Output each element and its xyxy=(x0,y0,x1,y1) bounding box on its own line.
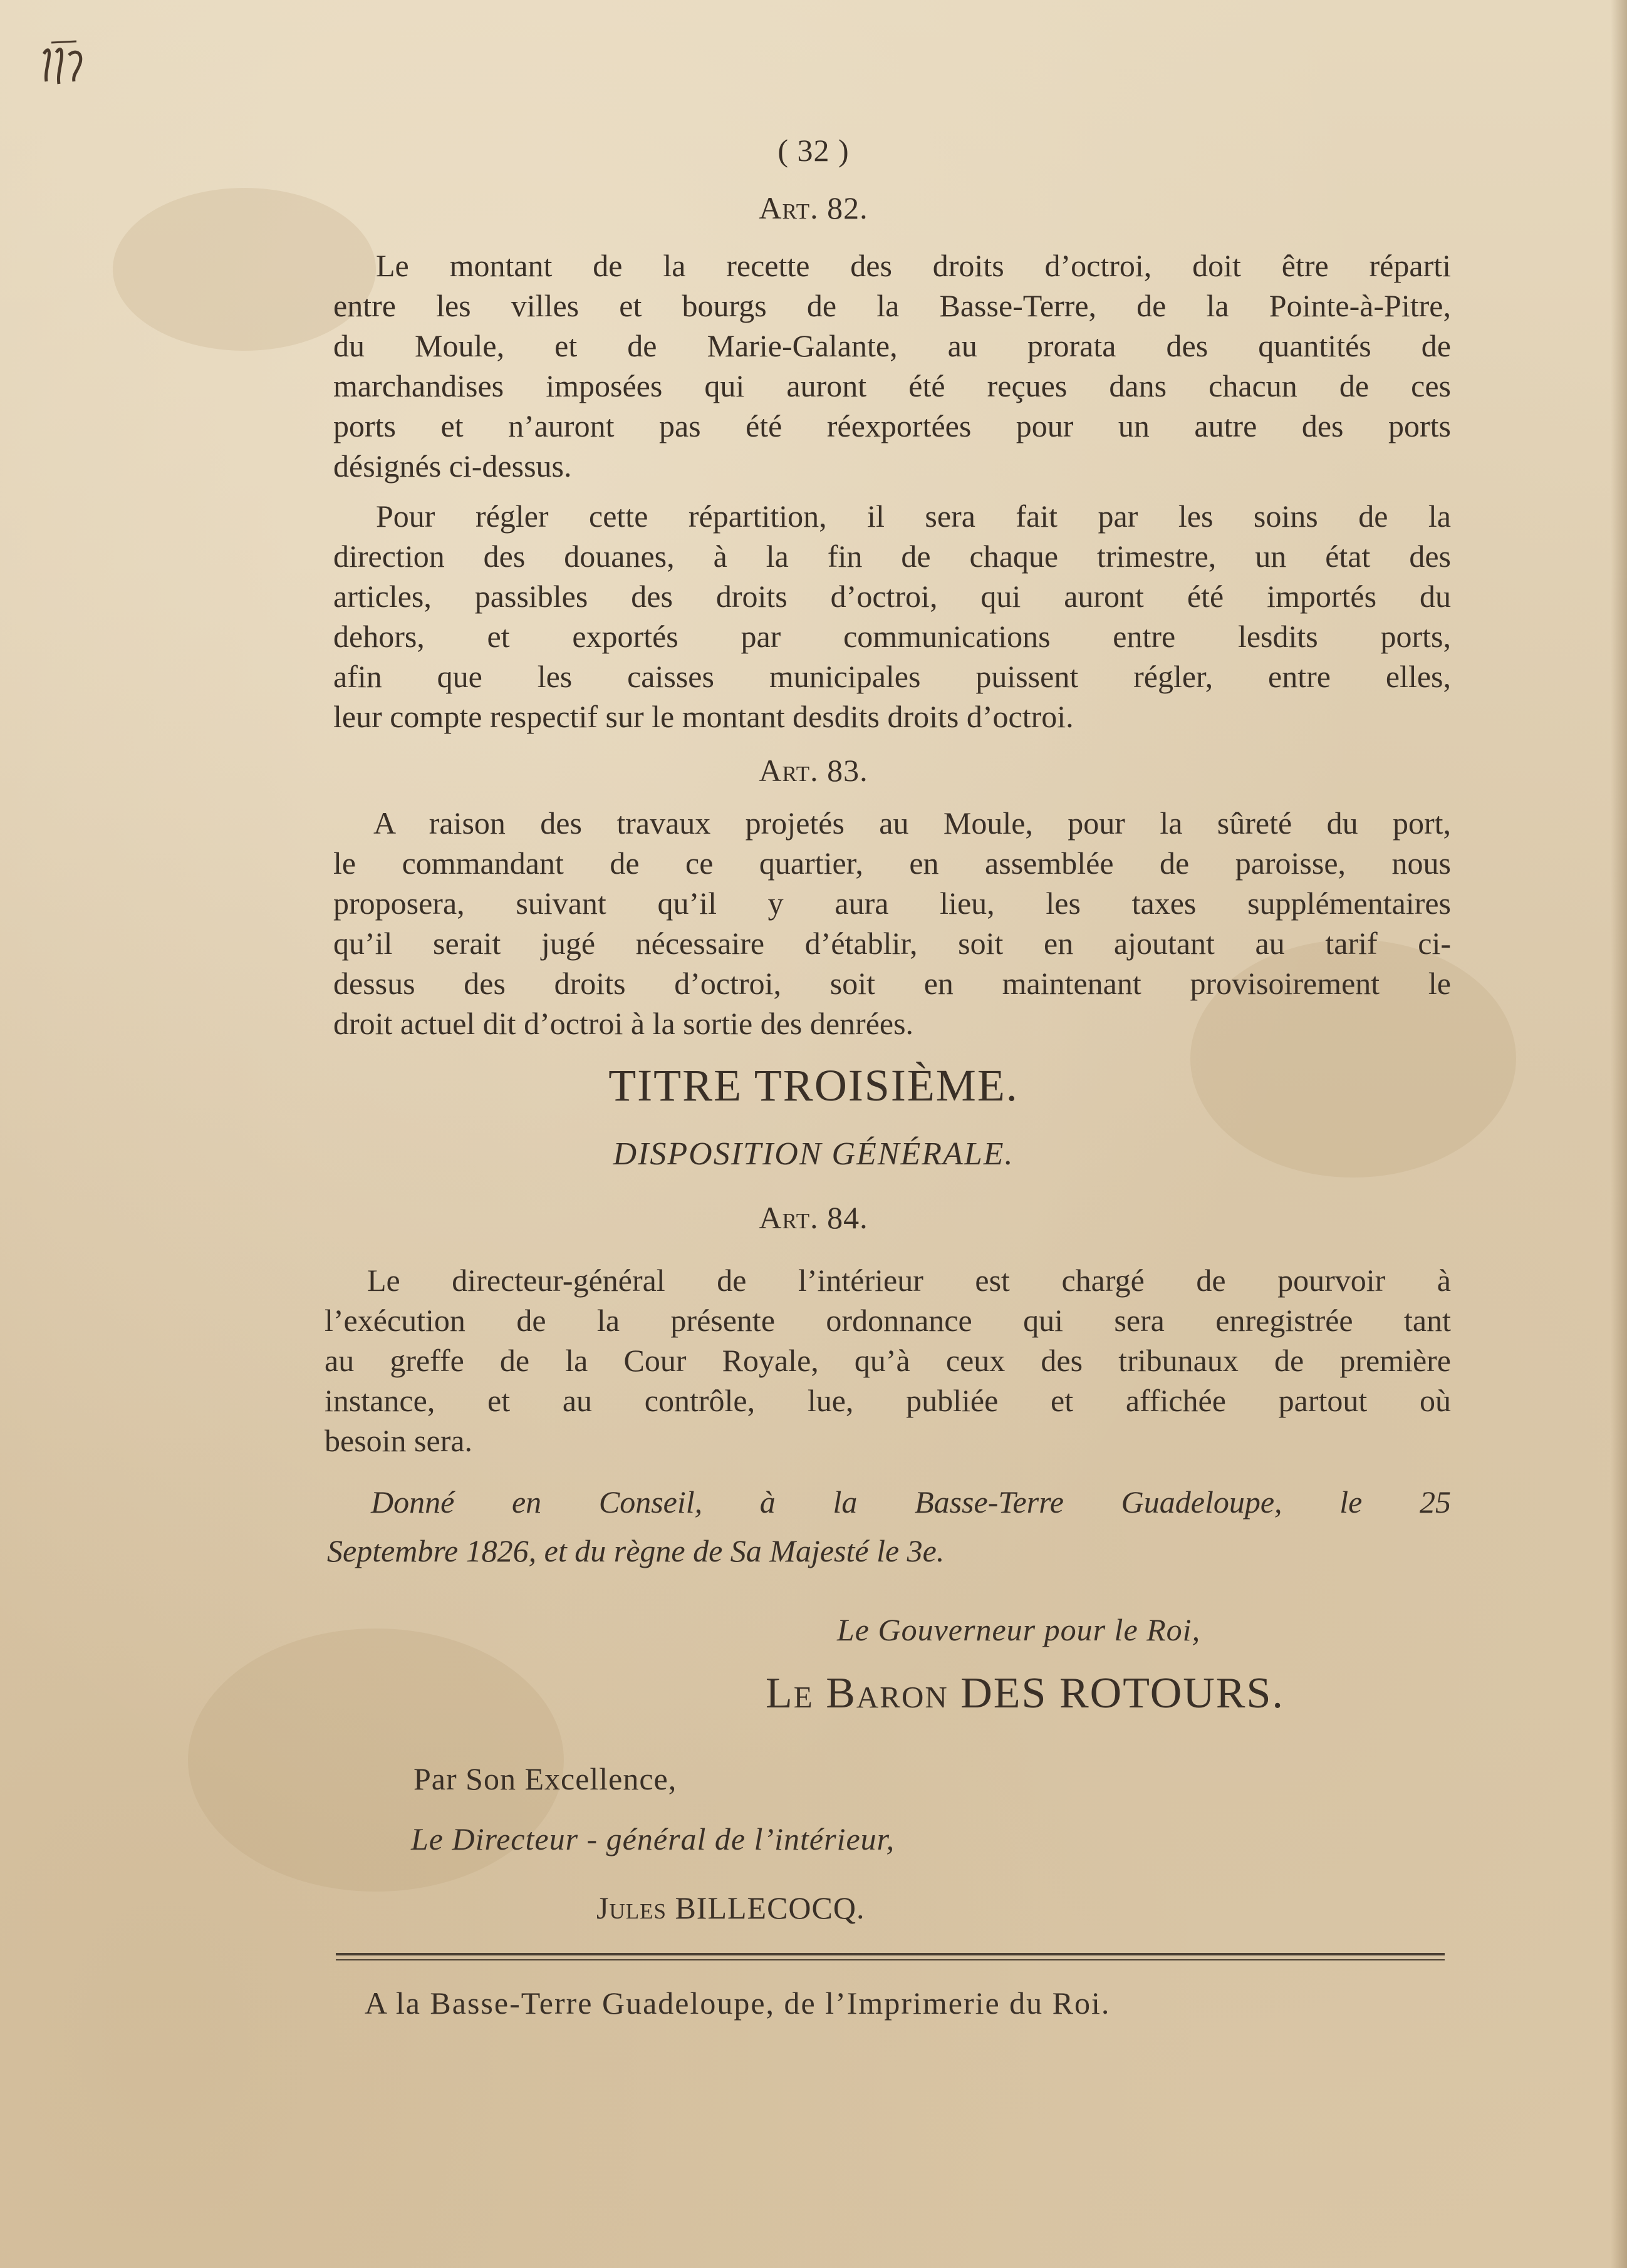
text-line: marchandises imposées qui auront été reçues dans chacun de ces xyxy=(333,368,1451,403)
director-name: Jules BILLECOCQ. xyxy=(596,1890,865,1925)
text-line: A raison des travaux projetés au Moule, pour la sûreté du port, xyxy=(373,805,1451,841)
text-line: proposera, suivant qu’il y aura lieu, les taxes supplémentaires xyxy=(333,886,1451,921)
text-line: besoin sera. xyxy=(325,1423,473,1458)
text-line: droit actuel dit d’octroi à la sortie des denrées. xyxy=(333,1006,914,1041)
governor-line: Le Gouverneur pour le Roi, xyxy=(837,1612,1201,1647)
imprint-line: A la Basse-Terre Guadeloupe, de l’Imprimerie du Roi. xyxy=(365,1986,1111,2021)
governor-signature: Le Baron DES ROTOURS. xyxy=(766,1669,1284,1717)
text-line: afin que les caisses municipales puissent régler, entre elles, xyxy=(333,659,1451,694)
text-line: désignés ci-dessus. xyxy=(333,448,572,484)
text-line: dehors, et exportés par communications entre lesdits ports, xyxy=(333,619,1451,654)
text-line: Pour régler cette répartition, il sera fait par les soins de la xyxy=(376,499,1451,534)
page-number: ( 32 ) xyxy=(777,133,850,168)
double-rule-top xyxy=(336,1953,1445,1955)
section-title: TITRE TROISIÈME. xyxy=(608,1060,1019,1111)
text-line: leur compte respectif sur le montant desdits droits d’octroi. xyxy=(333,699,1074,734)
section-subtitle: DISPOSITION GÉNÉRALE. xyxy=(613,1136,1014,1172)
article-83-heading: Art. 83. xyxy=(759,753,868,788)
text-line: entre les villes et bourgs de la Basse-Terre, de la Pointe-à-Pitre, xyxy=(333,288,1451,323)
manuscript-folio-mark xyxy=(39,30,95,99)
text-line: qu’il serait jugé nécessaire d’établir, soit en ajoutant au tarif ci- xyxy=(333,926,1451,961)
text-line: au greffe de la Cour Royale, qu’à ceux des tribunaux de première xyxy=(325,1343,1451,1378)
given-in-council-line: Septembre 1826, et du règne de Sa Majesté le 3e. xyxy=(327,1533,945,1568)
text-line: Le montant de la recette des droits d’octroi, doit être réparti xyxy=(376,248,1451,283)
text-line: direction des douanes, à la fin de chaque trimestre, un état des xyxy=(333,539,1451,574)
double-rule-bottom xyxy=(336,1959,1445,1960)
text-line: le commandant de ce quartier, en assemblée de paroisse, nous xyxy=(333,846,1451,881)
given-in-council-line: Donné en Conseil, à la Basse-Terre Guadeloupe, le 25 xyxy=(371,1484,1451,1520)
text-line: dessus des droits d’octroi, soit en maintenant provisoirement le xyxy=(333,966,1451,1001)
text-line: l’exécution de la présente ordonnance qui sera enregistrée tant xyxy=(325,1303,1451,1338)
by-excellence-line: Par Son Excellence, xyxy=(413,1761,677,1796)
text-line: ports et n’auront pas été réexportées pour un autre des ports xyxy=(333,408,1451,443)
text-line: instance, et au contrôle, lue, publiée et affichée partout où xyxy=(325,1383,1451,1418)
article-84-heading: Art. 84. xyxy=(759,1200,868,1235)
text-line: du Moule, et de Marie-Galante, au prorata des quantités de xyxy=(333,328,1451,363)
text-line: articles, passibles des droits d’octroi, qui auront été importés du xyxy=(333,579,1451,614)
article-82-heading: Art. 82. xyxy=(759,190,868,225)
text-line: Le directeur-général de l’intérieur est chargé de pourvoir à xyxy=(367,1263,1451,1298)
director-title-line: Le Directeur - général de l’intérieur, xyxy=(411,1821,895,1856)
